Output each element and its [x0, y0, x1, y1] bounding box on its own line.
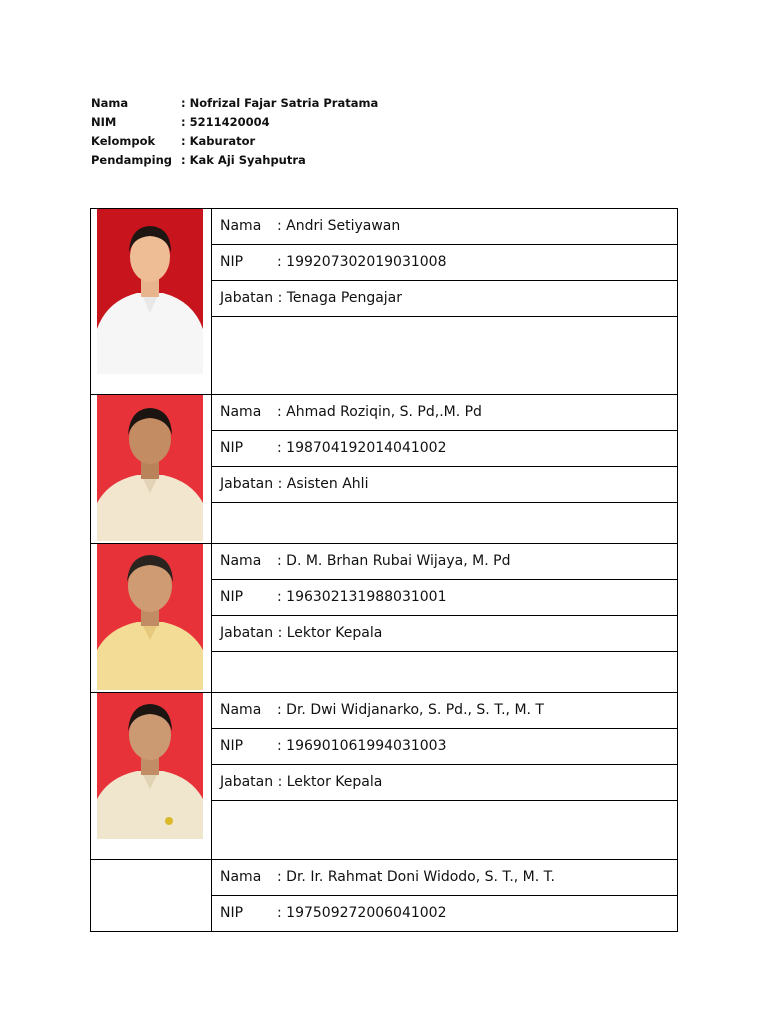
photo-cell	[91, 693, 212, 860]
photo-cell	[91, 860, 212, 932]
student-mentor-row	[91, 151, 378, 170]
lecturer-nip-cell	[212, 729, 678, 765]
jabatan-label: Jabatan	[220, 625, 274, 641]
student-name-value: : Nofrizal Fajar Satria Pratama	[181, 96, 379, 110]
nip-value: : 198704192014041002	[277, 440, 447, 456]
lecturer-photo-3	[97, 544, 203, 690]
nama-label: Nama	[220, 702, 262, 718]
student-mentor-label: Pendamping	[91, 153, 172, 167]
nip-value: : 196302131988031001	[277, 589, 447, 605]
empty-cell	[212, 652, 678, 693]
lecturer-photo-4	[97, 693, 203, 839]
student-nim-row	[91, 113, 378, 132]
lecturer-position-cell	[212, 765, 678, 801]
nama-value: : D. M. Brhan Rubai Wijaya, M. Pd	[277, 553, 511, 569]
table-row	[91, 544, 678, 580]
jabatan-value: : Lektor Kepala	[277, 774, 383, 790]
nip-value: : 199207302019031008	[277, 254, 447, 270]
nip-label: NIP	[220, 738, 244, 754]
lecturer-photo-1	[97, 209, 203, 374]
nip-label: NIP	[220, 589, 244, 605]
lecturer-nip-cell	[212, 580, 678, 616]
table-row	[91, 209, 678, 245]
jabatan-label: Jabatan	[220, 290, 274, 306]
nama-label: Nama	[220, 218, 262, 234]
photo-cell	[91, 395, 212, 544]
student-mentor-value: : Kak Aji Syahputra	[181, 153, 306, 167]
nip-label: NIP	[220, 440, 244, 456]
lecturer-nip-cell	[212, 896, 678, 932]
jabatan-value: : Asisten Ahli	[277, 476, 369, 492]
lecturer-name-cell	[212, 693, 678, 729]
jabatan-value: : Tenaga Pengajar	[277, 290, 403, 306]
student-nim-label: NIM	[91, 115, 117, 129]
lecturer-name-cell	[212, 544, 678, 580]
table-row	[91, 693, 678, 729]
jabatan-value: : Lektor Kepala	[277, 625, 383, 641]
lecturer-photo-2	[97, 395, 203, 541]
jabatan-label: Jabatan	[220, 476, 274, 492]
lecturer-position-cell	[212, 281, 678, 317]
nama-value: : Andri Setiyawan	[277, 218, 401, 234]
student-info	[91, 94, 378, 170]
nip-value: : 197509272006041002	[277, 905, 447, 921]
lecturer-table	[90, 208, 678, 932]
lecturer-nip-cell	[212, 431, 678, 467]
student-group-label: Kelompok	[91, 134, 156, 148]
nama-value: : Dr. Ir. Rahmat Doni Widodo, S. T., M. T.	[277, 869, 555, 885]
photo-cell	[91, 544, 212, 693]
table-row	[91, 395, 678, 431]
nama-label: Nama	[220, 404, 262, 420]
student-name-label: Nama	[91, 96, 129, 110]
photo-cell	[91, 209, 212, 395]
lecturer-position-cell	[212, 467, 678, 503]
lecturer-name-cell	[212, 209, 678, 245]
student-group-row	[91, 132, 378, 151]
empty-cell	[212, 503, 678, 544]
lecturer-name-cell	[212, 860, 678, 896]
nama-value: : Dr. Dwi Widjanarko, S. Pd., S. T., M. T	[277, 702, 544, 718]
student-nim-value: : 5211420004	[181, 115, 270, 129]
nama-label: Nama	[220, 869, 262, 885]
nama-value: : Ahmad Roziqin, S. Pd,.M. Pd	[277, 404, 482, 420]
nama-label: Nama	[220, 553, 262, 569]
lecturer-position-cell	[212, 616, 678, 652]
empty-cell	[212, 801, 678, 860]
nip-value: : 196901061994031003	[277, 738, 447, 754]
lecturer-name-cell	[212, 395, 678, 431]
student-name-row	[91, 94, 378, 113]
nip-label: NIP	[220, 254, 244, 270]
table-row	[91, 860, 678, 896]
empty-cell	[212, 317, 678, 395]
lecturer-nip-cell	[212, 245, 678, 281]
student-group-value: : Kaburator	[181, 134, 256, 148]
nip-label: NIP	[220, 905, 244, 921]
jabatan-label: Jabatan	[220, 774, 274, 790]
